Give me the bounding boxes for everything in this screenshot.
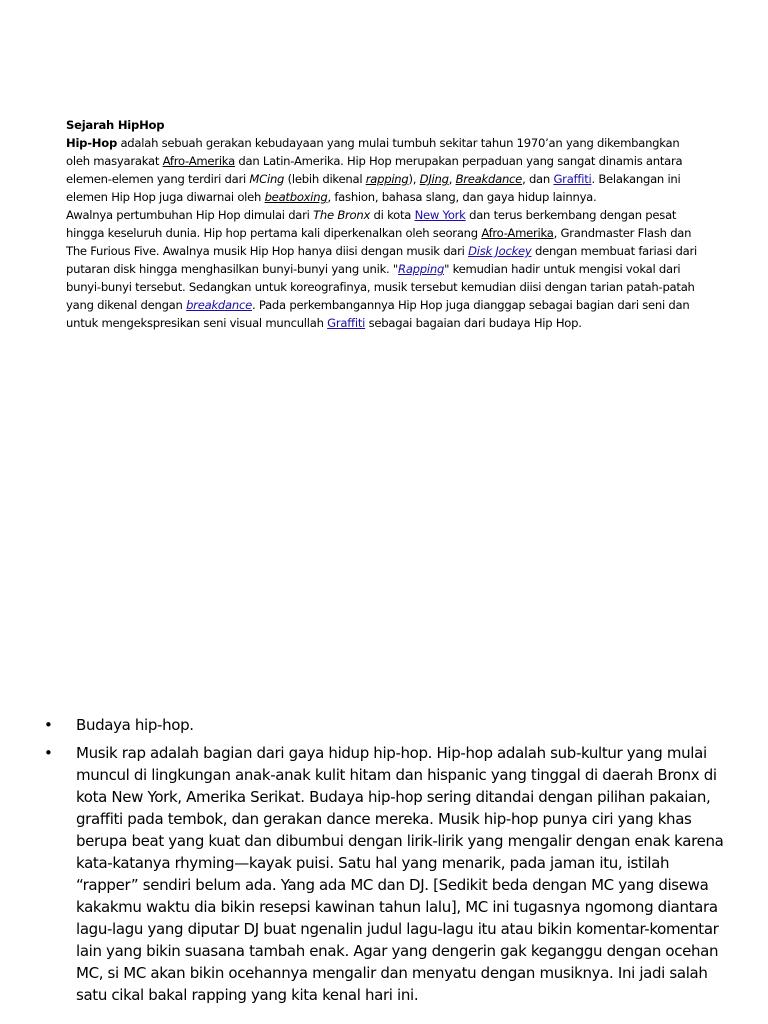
link-beatboxing[interactable]: beatboxing bbox=[264, 190, 328, 204]
bullet-marker: • bbox=[44, 716, 53, 734]
link-breakdance[interactable]: Breakdance bbox=[455, 172, 523, 186]
section-title: Sejarah HipHop bbox=[66, 118, 165, 132]
bullet-marker: • bbox=[44, 744, 53, 762]
text-run: " kemudian hadir untuk mengisi vokal dari bunyi-bunyi tersebut. Sedangkan untuk koreografinya, musik tersebut kemudian diisi dengan tarian patah-patah yang dikenal dengan bbox=[66, 262, 695, 312]
text-run: ), bbox=[408, 172, 420, 186]
bullet-list bbox=[44, 714, 734, 1012]
link-afro-amerika[interactable]: Afro-Amerika bbox=[162, 154, 235, 168]
text-run: , bbox=[448, 172, 456, 186]
italic-term: The Bronx bbox=[313, 208, 371, 222]
list-item bbox=[44, 714, 734, 736]
text-run: Awalnya pertumbuhan Hip Hop dimulai dari bbox=[66, 208, 314, 222]
link-graffiti[interactable]: Graffiti bbox=[327, 316, 366, 330]
text-run: . Belakangan ini elemen Hip Hop juga diwarnai oleh bbox=[66, 172, 681, 204]
paragraph-2 bbox=[66, 206, 706, 332]
link-disk-jockey[interactable]: Disk Jockey bbox=[468, 244, 532, 258]
text-run: di kota bbox=[370, 208, 415, 222]
text-run: sebagai bagaian dari budaya Hip Hop. bbox=[365, 316, 582, 330]
text-run: dan Latin-Amerika. Hip Hop merupakan perpaduan yang sangat dinamis antara elemen-elemen yang terdiri dari bbox=[66, 154, 683, 186]
text-run: (lebih dikenal bbox=[284, 172, 366, 186]
paragraph-1 bbox=[66, 134, 706, 206]
italic-term: MCing bbox=[249, 172, 285, 186]
link-rapping[interactable]: Rapping bbox=[398, 262, 445, 276]
text-run: , fashion, bahasa slang, dan gaya hidup lainnya. bbox=[327, 190, 597, 204]
text-run: adalah sebuah gerakan kebudayaan yang mulai tumbuh sekitar tahun 1970’an yang dikembangkan oleh masyarakat bbox=[66, 136, 680, 168]
link-djing[interactable]: DJing bbox=[419, 172, 449, 186]
text-run: , dan bbox=[522, 172, 554, 186]
text-run: dengan membuat fariasi dari putaran disk hingga menghasilkan bunyi-bunyi yang unik. " bbox=[66, 244, 697, 276]
history-section bbox=[66, 116, 706, 332]
link-new-york[interactable]: New York bbox=[414, 208, 466, 222]
list-item-text: Musik rap adalah bagian dari gaya hidup hip-hop. Hip-hop adalah sub-kultur yang mulai muncul di lingkungan anak-anak kulit hitam dan hispanic yang tinggal di daerah Bronx di kota New York, Amerika Serikat. Budaya hip-hop sering ditandai dengan pilihan pakaian, graffiti pada tembok, dan gerakan dance mereka. Musik hip-hop punya ciri yang khas berupa beat yang kuat dan dibumbui dengan lirik-lirik yang mengalir dengan enak karena kata-katanya rhyming—kayak puisi. Satu hal yang menarik, pada jaman itu, istilah “rapper” sendiri belum ada. Yang ada MC dan DJ. [Sedikit beda dengan MC yang disewa kakakmu waktu dia bikin resepsi kawinan tahun lalu], MC ini tugasnya ngomong diantara lagu-lagu yang diputar DJ buat ngenalin judul lagu-lagu itu atau bikin komentar-komentar lain yang bikin suasana tambah enak. Agar yang dengerin gak keganggu dengan ocehan MC, si MC akan bikin ocehannya mengalir dan menyatu dengan musiknya. Ini jadi salah satu cikal bakal rapping yang kita kenal hari ini. bbox=[76, 744, 724, 1004]
link-rapping[interactable]: rapping bbox=[365, 172, 409, 186]
list-item bbox=[44, 742, 734, 1006]
text-run: . Pada perkembangannya Hip Hop juga dianggap sebagai bagian dari seni dan untuk mengekspresikan seni visual muncullah bbox=[66, 298, 690, 330]
link-graffiti[interactable]: Graffiti bbox=[553, 172, 592, 186]
link-breakdance[interactable]: breakdance bbox=[186, 298, 252, 312]
bold-term: Hip-Hop bbox=[66, 136, 118, 150]
text-run: dan terus berkembang dengan pesat hingga keseluruh dunia. Hip hop pertama kali diperkenalkan oleh seorang bbox=[66, 208, 677, 240]
list-item-text: Budaya hip-hop. bbox=[76, 716, 194, 734]
text-run: , Grandmaster Flash dan The Furious Five. Awalnya musik Hip Hop hanya diisi dengan musik dari bbox=[66, 226, 692, 258]
link-afro-amerika[interactable]: Afro-Amerika bbox=[481, 226, 554, 240]
